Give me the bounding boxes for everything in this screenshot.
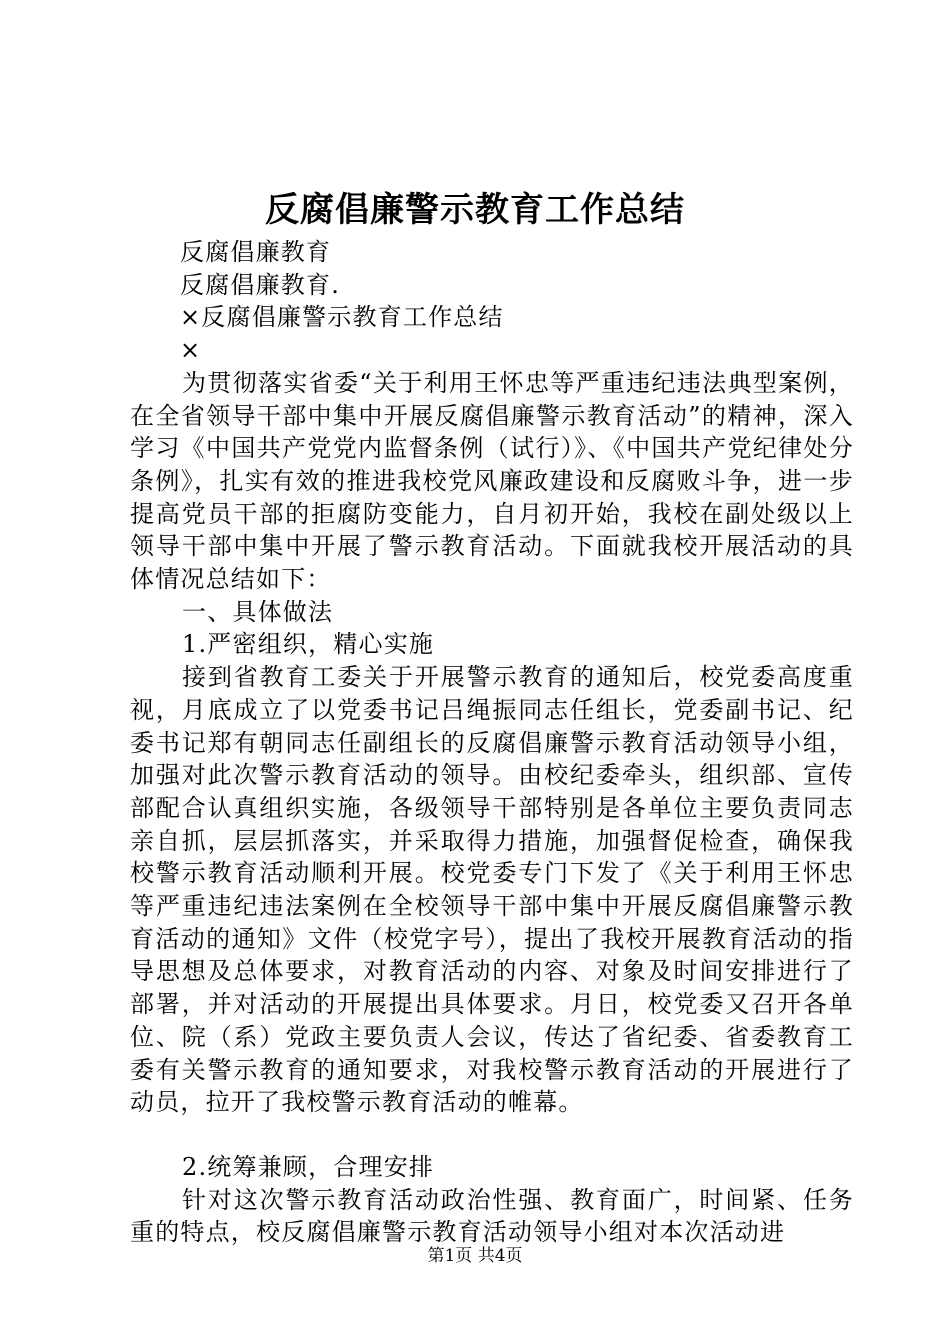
section-heading: 一、具体做法	[182, 597, 334, 626]
meta-line: ×	[180, 336, 202, 365]
document-body	[130, 236, 854, 1249]
intro-paragraph: 为贯彻落实省委“关于利用王怀忠等严重违纪违法典型案例，在全省领导干部中集中开展反腐倡廉警示教育活动”的精神，深入学习《中国共产党党内监督条例（试行）》、《中国共产党纪律处分条例》，扎实有效的推进我校党风廉政建设和反腐败斗争，进一步提高党员干部的拒腐防变能力，自月初开始，我校在副处级以上领导干部中集中开展了警示教育活动。下面就我校开展活动的具体情况总结如下：	[130, 368, 854, 594]
meta-line: 反腐倡廉教育	[180, 238, 332, 266]
subsection-paragraph: 接到省教育工委关于开展警示教育的通知后，校党委高度重视，月底成立了以党委书记吕绳振同志任组长，党委副书记、纪委书记郑有朝同志任副组长的反腐倡廉警示教育活动领导小组，加强对此次警示教育活动的领导。由校纪委牵头，组织部、宣传部配合认真组织实施，各级领导干部特别是各单位主要负责同志亲自抓，层层抓落实，并采取得力措施，加强督促检查，确保我校警示教育活动顺利开展。校党委专门下发了《关于利用王怀忠等严重违纪违法案例在全校领导干部中集中开展反腐倡廉警示教育活动的通知》文件（校党字号），提出了我校开展教育活动的指导思想及总体要求，对教育活动的内容、对象及时间安排进行了部署，并对活动的开展提出具体要求。月日，校党委又召开各单位、院（系）党政主要负责人会议，传达了省纪委、省委教育工委有关警示教育的通知要求，对我校警示教育活动的开展进行了动员，拉开了我校警示教育活动的帷幕。	[130, 663, 854, 1117]
meta-line: 反腐倡廉教育.	[180, 270, 341, 299]
paragraph-gap	[130, 1119, 854, 1151]
subsection-heading: 2.统筹兼顾，合理安排	[182, 1152, 435, 1181]
page-number-footer: 第1页 共4页	[427, 1246, 523, 1266]
subsection-paragraph: 针对这次警示教育活动政治性强、教育面广，时间紧、任务重的特点，校反腐倡廉警示教育活动领导小组对本次活动进	[130, 1185, 854, 1247]
meta-line: ×反腐倡廉警示教育工作总结	[180, 303, 504, 332]
document-title: 反腐倡廉警示教育工作总结	[265, 190, 685, 230]
subsection-heading: 1.严密组织，精心实施	[182, 630, 435, 659]
